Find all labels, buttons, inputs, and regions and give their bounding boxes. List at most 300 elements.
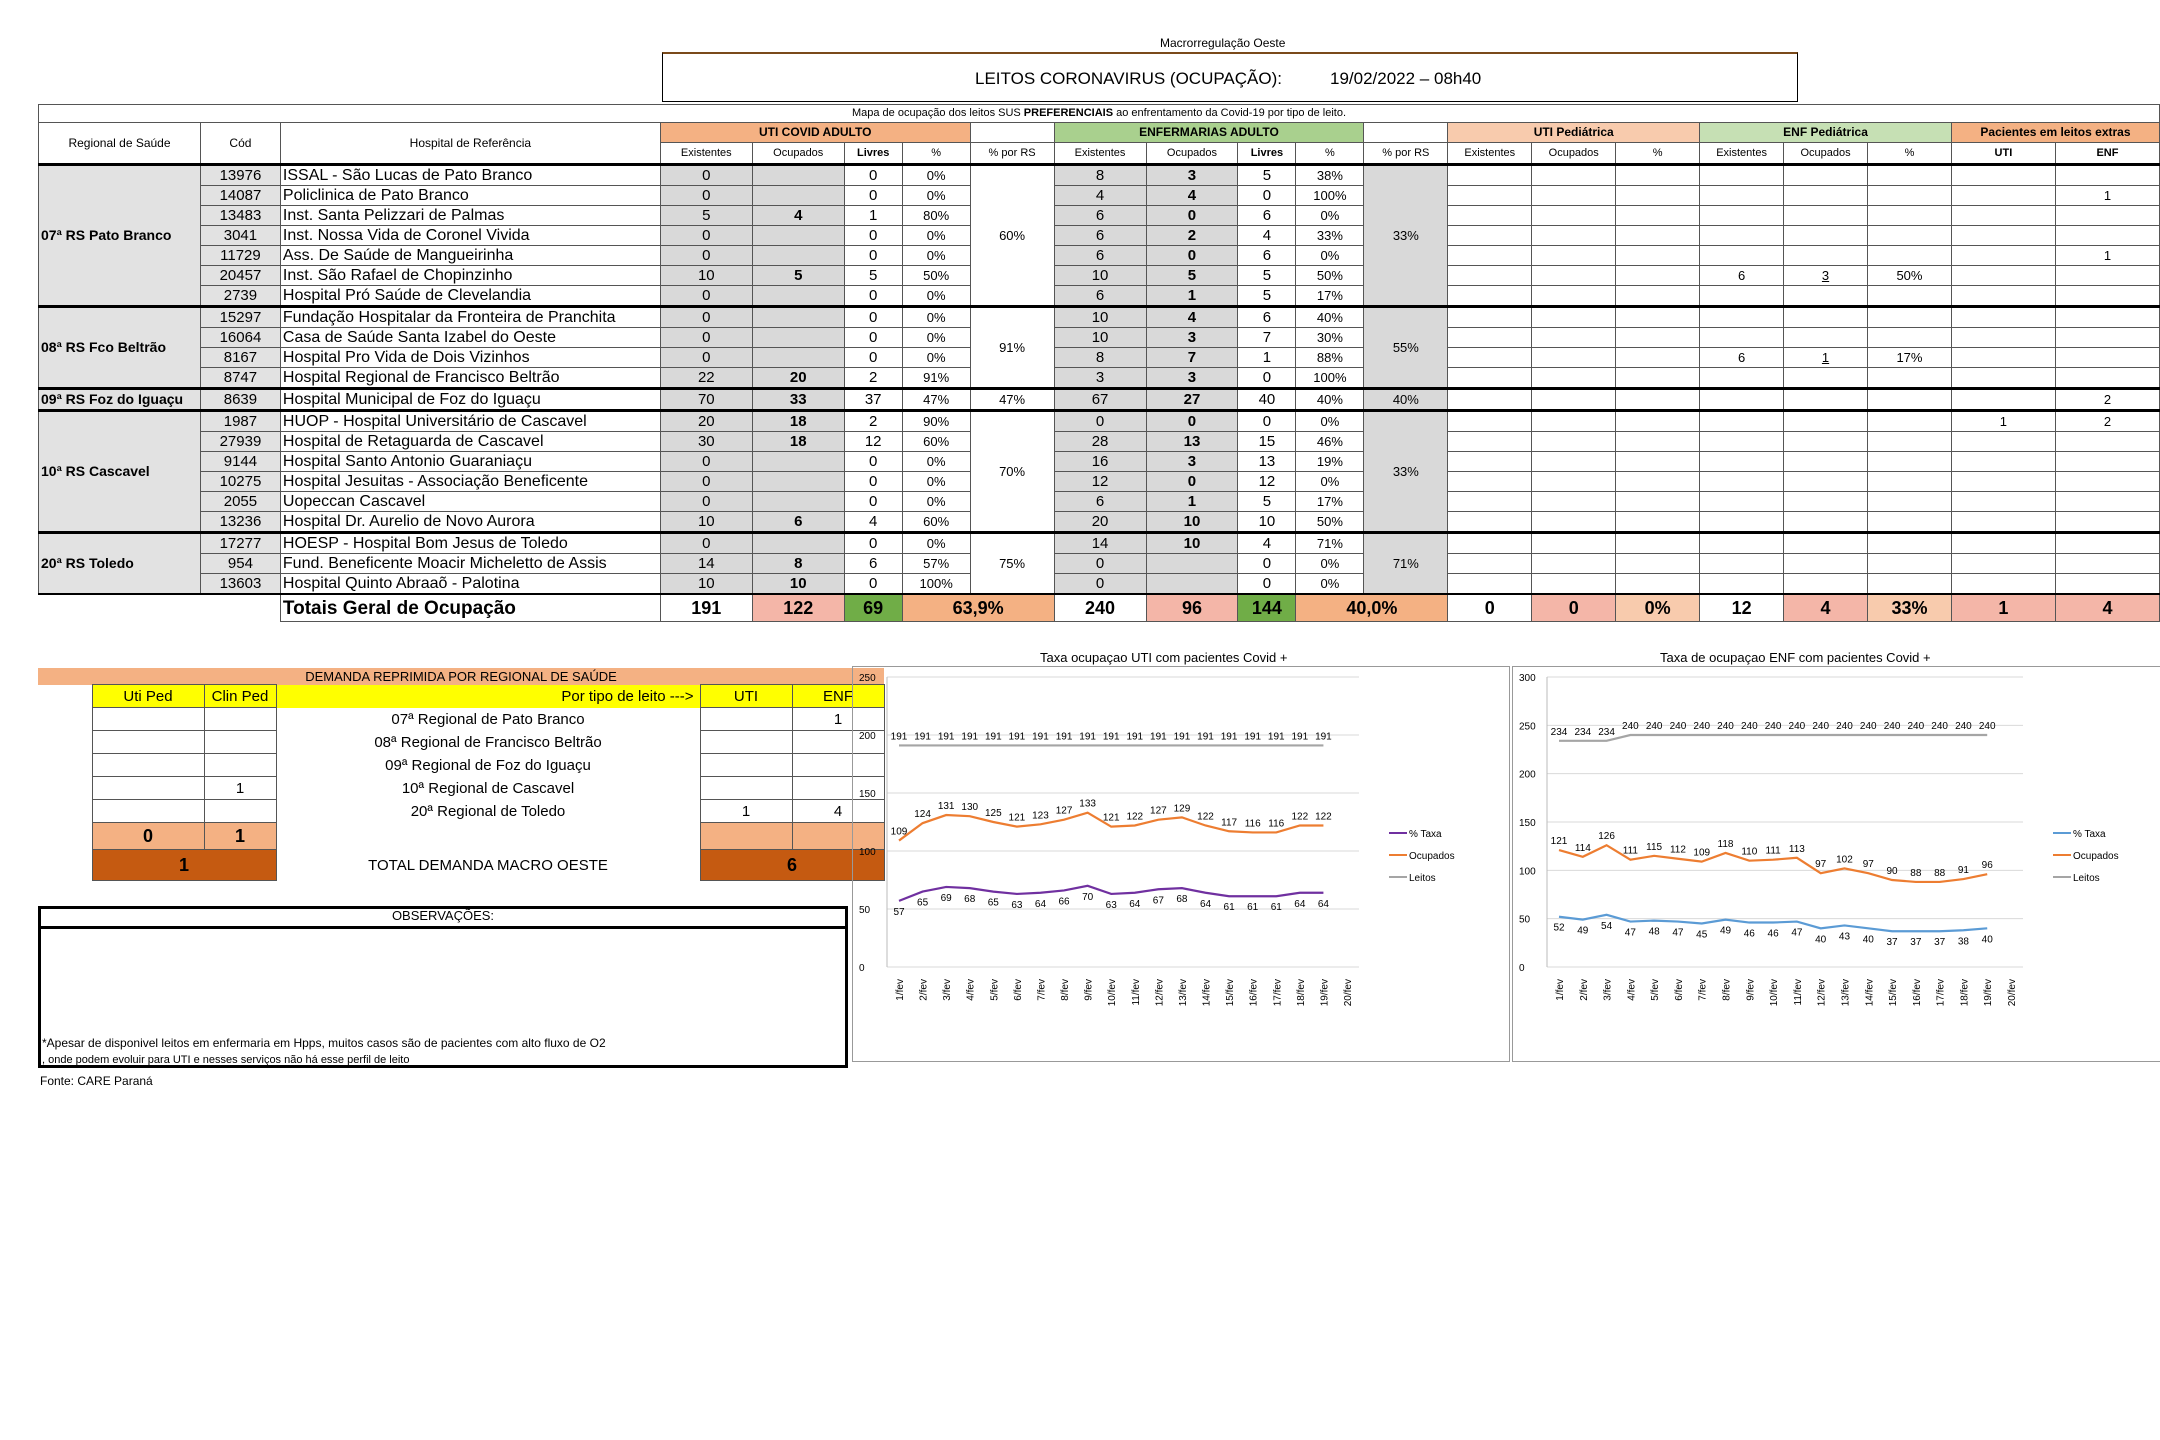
uti-ped-existentes-cell [1448,533,1532,554]
y-tick-label: 100 [1519,866,1536,878]
enf-ped-pct-cell [1868,186,1952,206]
data-label: 240 [1788,721,1806,732]
cod-cell: 27939 [200,432,280,452]
table-row [39,226,2160,246]
extra-uti-cell [1951,206,2055,226]
demand-blank [38,754,92,777]
hospital-cell: ISSAL - São Lucas de Pato Branco [280,165,660,186]
enf-pct-cell: 0% [1296,246,1364,266]
extra-enf-cell [2055,554,2159,574]
data-label: 122 [1315,811,1332,823]
uti-ocupados-cell [752,533,844,554]
uti-ped-ocupados-cell [1532,368,1616,389]
legend-label: Ocupados [1409,851,1455,862]
uti-ocupados-cell: 18 [752,411,844,432]
extra-uti-cell: 1 [1951,411,2055,432]
uti-ocupados-cell [752,286,844,307]
sub-pct: % [1296,143,1364,165]
enf-ped-existentes-cell [1700,307,1784,328]
y-tick-label: 0 [859,963,865,974]
enf-existentes-cell: 8 [1054,348,1146,368]
data-label: 121 [1008,812,1026,824]
enf-ocupados-cell: 5 [1146,266,1238,286]
data-label: 191 [1291,731,1309,743]
extra-uti-cell [1951,307,2055,328]
uti-existentes-cell: 5 [660,206,752,226]
data-label: 111 [1622,845,1638,857]
uti-ped-ocupados-cell [1532,411,1616,432]
data-label: 48 [1648,926,1660,938]
uti-pct-cell: 91% [902,368,970,389]
extra-enf-cell [2055,368,2159,389]
uti-pct-cell: 0% [902,533,970,554]
hospital-cell: HUOP - Hospital Universitário de Cascavel [280,411,660,432]
data-label: 122 [1291,811,1309,823]
uti-ocupados-cell [752,328,844,348]
data-label: 49 [1577,925,1589,937]
enf-ped-pct-cell [1868,452,1952,472]
hospital-cell: Inst. Santa Pelizzari de Palmas [280,206,660,226]
table-row [39,452,2160,472]
enf-ped-pct-cell [1868,411,1952,432]
uti-existentes-cell: 70 [660,389,752,411]
uti-livres-cell: 12 [844,432,902,452]
col-uti-ped: UTI Pediátrica [1448,123,1700,143]
enf-livres-cell: 6 [1238,246,1296,266]
enf-pct-rs-cell: 55% [1364,307,1448,389]
cod-cell: 1987 [200,411,280,432]
demand-row [38,800,884,823]
enf-pct-cell: 38% [1296,165,1364,186]
hospital-cell: Ass. De Saúde de Mangueirinha [280,246,660,266]
enf-livres-cell: 4 [1238,533,1296,554]
y-tick-label: 250 [859,673,876,684]
enf-ped-pct-cell [1868,472,1952,492]
extra-uti-cell [1951,348,2055,368]
x-tick-label: 12/fev [1154,979,1166,1007]
uti-livres-cell: 0 [844,328,902,348]
uti-ocupados-cell [752,307,844,328]
sub-livres: Livres [844,143,902,165]
x-tick-label: 18/fev [1295,979,1307,1007]
uti-ocupados-cell [752,165,844,186]
table-row [39,533,2160,554]
hospital-cell: Fundação Hospitalar da Fronteira de Pranchita [280,307,660,328]
y-tick-label: 50 [859,905,871,916]
y-tick-label: 150 [1519,818,1536,829]
data-label: 64 [1034,898,1047,910]
data-label: 69 [940,892,952,904]
data-label: 61 [1247,902,1259,914]
data-label: 46 [1743,928,1755,940]
enf-ped-existentes-cell [1700,226,1784,246]
data-label: 234 [1574,726,1592,738]
data-label: 45 [1696,929,1708,941]
enf-ocupados-cell: 3 [1146,328,1238,348]
enf-ocupados-cell: 0 [1146,206,1238,226]
regional-cell: 09ª RS Foz do Iguaçu [39,389,201,411]
data-label: 240 [1836,721,1853,732]
table-row [39,348,2160,368]
uti-ped-pct-cell [1616,368,1700,389]
data-label: 118 [1717,838,1734,850]
cod-cell: 10275 [200,472,280,492]
data-label: 191 [1055,731,1073,743]
uti-ped-existentes-cell [1448,432,1532,452]
uti-ped-ocupados-cell [1532,226,1616,246]
hospital-cell: Hospital Jesuitas - Associação Beneficente [280,472,660,492]
enf-livres-cell: 6 [1238,206,1296,226]
enf-ocupados-cell: 3 [1146,368,1238,389]
total-uti-ped-ocupados: 0 [1532,594,1616,622]
enf-existentes-cell: 3 [1054,368,1146,389]
data-label: 191 [1244,731,1262,743]
data-label: 240 [1764,721,1782,732]
enf-pct-rs-cell: 33% [1364,165,1448,307]
demand-uti-cell: 1 [700,800,792,823]
enf-pct-cell: 17% [1296,492,1364,512]
extra-enf-cell [2055,328,2159,348]
table-row [39,307,2160,328]
uti-pct-cell: 0% [902,307,970,328]
extra-enf-cell [2055,307,2159,328]
enf-ped-pct-cell [1868,492,1952,512]
uti-ped-pct-cell [1616,533,1700,554]
enf-existentes-cell: 0 [1054,554,1146,574]
data-label: 191 [914,731,931,743]
uti-ped-ocupados-cell [1532,186,1616,206]
demand-clin-ped-cell [204,708,276,731]
demand-uti-ped-cell [92,800,204,823]
extra-uti-cell [1951,574,2055,595]
extra-uti-cell [1951,533,2055,554]
enf-existentes-cell: 67 [1054,389,1146,411]
table-row [39,432,2160,452]
enf-ped-ocupados-cell [1784,286,1868,307]
report-date: 19/02/2022 – 08h40 [1330,69,1482,88]
enf-existentes-cell: 10 [1054,328,1146,348]
legend-label: % Taxa [2073,829,2106,840]
extra-enf-cell: 1 [2055,186,2159,206]
uti-livres-cell: 0 [844,574,902,595]
extra-uti-cell [1951,554,2055,574]
enf-livres-cell: 0 [1238,554,1296,574]
table-caption: Mapa de ocupação dos leitos SUS PREFERENCIAIS ao enfrentamento da Covid-19 por tipo de leito. [39,105,2160,123]
uti-ped-ocupados-cell [1532,452,1616,472]
demand-total-label: TOTAL DEMANDA MACRO OESTE [368,856,608,874]
data-label: 91 [1957,865,1969,877]
page-title: LEITOS CORONAVIRUS (OCUPAÇÃO): [975,69,1282,88]
enf-ped-pct-cell [1868,574,1952,595]
uti-ped-existentes-cell [1448,492,1532,512]
extra-uti-cell [1951,328,2055,348]
x-tick-label: 13/fev [1840,979,1852,1007]
enf-ped-pct-cell [1868,307,1952,328]
uti-ped-ocupados-cell [1532,307,1616,328]
cod-cell: 9144 [200,452,280,472]
total-extra-enf: 4 [2055,594,2159,622]
demand-title: DEMANDA REPRIMIDA POR REGIONAL DE SAÚDE [38,668,884,685]
uti-ped-existentes-cell [1448,574,1532,595]
data-label: 116 [1268,818,1285,830]
data-label: 191 [1079,731,1096,743]
enf-ocupados-cell: 0 [1146,472,1238,492]
extra-enf-cell [2055,533,2159,554]
cod-cell: 14087 [200,186,280,206]
data-label: 38 [1957,936,1969,948]
data-label: 121 [1102,812,1120,824]
x-tick-label: 4/fev [1626,979,1638,1001]
x-tick-label: 8/fev [1721,979,1733,1001]
data-label: 102 [1836,854,1853,866]
enf-pct-rs-cell: 40% [1364,389,1448,411]
uti-ped-existentes-cell [1448,368,1532,389]
total-uti-livres: 69 [844,594,902,622]
enf-pct-rs-cell: 71% [1364,533,1448,595]
uti-ped-ocupados-cell [1532,266,1616,286]
uti-pct-cell: 0% [902,348,970,368]
hospital-cell: Hospital Santo Antonio Guaraniaçu [280,452,660,472]
enf-ocupados-cell: 1 [1146,286,1238,307]
uti-ocupados-cell: 6 [752,512,844,533]
enf-ped-ocupados-cell [1784,574,1868,595]
hospital-cell: Hospital Regional de Francisco Beltrão [280,368,660,389]
uti-livres-cell: 1 [844,206,902,226]
data-label: 57 [893,906,905,918]
data-label: 97 [1862,859,1874,871]
enf-livres-cell: 0 [1238,368,1296,389]
demand-regional-label: 07ª Regional de Pato Branco [391,710,585,728]
data-label: 40 [1981,934,1993,946]
total-enf-ped-existentes: 12 [1700,594,1784,622]
col-regional: Regional de Saúde [39,123,201,165]
data-label: 64 [1317,898,1329,910]
hospital-cell: Hospital de Retaguarda de Cascavel [280,432,660,452]
enf-ocupados-cell: 10 [1146,533,1238,554]
data-label: 43 [1838,931,1851,943]
demand-uti-cell [700,708,792,731]
enf-livres-cell: 10 [1238,512,1296,533]
enf-pct-cell: 0% [1296,554,1364,574]
sub-ocupados: Ocupados [1784,143,1868,165]
enf-ped-existentes-cell [1700,206,1784,226]
enf-ped-pct-cell [1868,246,1952,266]
data-label: 240 [1693,721,1711,732]
uti-existentes-cell: 10 [660,574,752,595]
demand-total-ped: 1 [92,850,276,881]
demand-blank [276,823,700,850]
x-tick-label: 16/fev [1911,979,1923,1007]
uti-ped-pct-cell [1616,472,1700,492]
enf-ocupados-cell: 1 [1146,492,1238,512]
data-label: 122 [1126,811,1144,823]
occupancy-table [38,104,2160,622]
table-row [39,411,2160,432]
note-line-1: *Apesar de disponivel leitos em enfermaria em Hpps, muitos casos são de pacientes com alto fluxo de O2 [42,1036,606,1050]
col-enf-adulto: ENFERMARIAS ADULTO [1054,123,1364,143]
uti-existentes-cell: 10 [660,512,752,533]
cod-cell: 8167 [200,348,280,368]
data-label: 49 [1719,925,1732,937]
uti-existentes-cell: 10 [660,266,752,286]
enf-existentes-cell: 6 [1054,206,1146,226]
demand-uti-cell [700,754,792,777]
table-row [39,266,2160,286]
enf-pct-cell: 0% [1296,411,1364,432]
table-row [39,246,2160,266]
y-tick-label: 200 [859,731,876,742]
uti-ped-existentes-cell [1448,452,1532,472]
enf-ocupados-cell [1146,554,1238,574]
sub-ocupados: Ocupados [1532,143,1616,165]
legend-label: Leitos [2073,873,2100,884]
enf-ped-ocupados-cell [1784,307,1868,328]
col-uti-ped: Uti Ped [92,685,204,708]
data-label: 37 [1910,937,1922,949]
enf-ocupados-cell: 27 [1146,389,1238,411]
enf-ped-ocupados-cell [1784,246,1868,266]
demand-clin-ped-cell: 1 [204,777,276,800]
enf-ped-pct-cell [1868,389,1952,411]
data-label: 191 [1173,731,1191,743]
regional-cell: 20ª RS Toledo [39,533,201,595]
demand-uti-ped-cell [92,708,204,731]
demand-regional-label: 20ª Regional de Toledo [410,802,566,820]
cod-cell: 954 [200,554,280,574]
enf-existentes-cell: 14 [1054,533,1146,554]
data-label: 112 [1669,844,1686,856]
uti-ped-pct-cell [1616,492,1700,512]
uti-pct-cell: 0% [902,286,970,307]
uti-ped-ocupados-cell [1532,328,1616,348]
y-tick-label: 300 [1519,673,1536,684]
sub-enf: ENF [2055,143,2159,165]
uti-pct-cell: 57% [902,554,970,574]
enf-livres-cell: 0 [1238,411,1296,432]
x-tick-label: 7/fev [1036,979,1048,1001]
data-label: 40 [1862,934,1874,946]
data-label: 88 [1910,867,1922,879]
data-label: 40 [1815,934,1827,946]
extra-enf-cell [2055,165,2159,186]
uti-livres-cell: 4 [844,512,902,533]
enf-existentes-cell: 10 [1054,307,1146,328]
uti-occupancy-chart [853,667,1509,1061]
enf-ocupados-cell: 0 [1146,411,1238,432]
total-enf-ped-ocupados: 4 [1784,594,1868,622]
data-label: 131 [937,801,955,813]
uti-ocupados-cell: 33 [752,389,844,411]
demand-clin-ped-cell [204,731,276,754]
uti-existentes-cell: 0 [660,472,752,492]
uti-pct-cell: 60% [902,432,970,452]
enf-ocupados-cell: 7 [1146,348,1238,368]
data-label: 240 [1669,721,1687,732]
data-label: 191 [1102,731,1120,743]
uti-ped-ocupados-cell [1532,512,1616,533]
enf-ped-ocupados-cell [1784,452,1868,472]
x-tick-label: 3/fev [942,979,954,1001]
demand-blank [38,777,92,800]
uti-livres-cell: 0 [844,286,902,307]
enf-existentes-cell: 10 [1054,266,1146,286]
sub-pct-rs: % por RS [970,143,1054,165]
uti-ocupados-cell: 18 [752,432,844,452]
x-tick-label: 2/fev [918,979,930,1001]
demand-row [38,754,884,777]
enf-ped-pct-cell: 17% [1868,348,1952,368]
enf-livres-cell: 0 [1238,574,1296,595]
uti-livres-cell: 0 [844,186,902,206]
x-tick-label: 10/fev [1107,979,1119,1007]
enf-existentes-cell: 6 [1054,492,1146,512]
hospital-cell: HOESP - Hospital Bom Jesus de Toledo [280,533,660,554]
cod-cell: 15297 [200,307,280,328]
enf-pct-cell: 17% [1296,286,1364,307]
enf-ocupados-cell: 10 [1146,512,1238,533]
hospital-cell: Hospital Quinto Abraaõ - Palotina [280,574,660,595]
enf-livres-cell: 40 [1238,389,1296,411]
data-label: 37 [1934,937,1946,949]
data-label: 133 [1079,798,1096,810]
enf-ocupados-cell: 3 [1146,165,1238,186]
uti-ped-ocupados-cell [1532,348,1616,368]
table-row [39,368,2160,389]
x-tick-label: 18/fev [1959,979,1971,1007]
uti-ped-ocupados-cell [1532,206,1616,226]
x-tick-label: 17/fev [1272,979,1284,1007]
demand-blank [38,850,92,881]
table-row [39,574,2160,595]
uti-livres-cell: 0 [844,226,902,246]
uti-chart-frame [852,666,1510,1062]
enf-pct-cell: 88% [1296,348,1364,368]
uti-ped-pct-cell [1616,328,1700,348]
enf-existentes-cell: 8 [1054,165,1146,186]
x-tick-label: 11/fev [1130,979,1142,1006]
col-hospital: Hospital de Referência [280,123,660,165]
uti-livres-cell: 5 [844,266,902,286]
cod-cell: 13236 [200,512,280,533]
uti-pct-cell: 0% [902,246,970,266]
data-label: 61 [1270,902,1282,914]
y-tick-label: 100 [859,847,876,858]
total-extra-uti: 1 [1951,594,2055,622]
uti-pct-cell: 80% [902,206,970,226]
data-label: 240 [1812,721,1830,732]
demand-row [38,731,884,754]
total-enf-livres: 144 [1238,594,1296,622]
data-label: 111 [1765,845,1781,857]
uti-pct-cell: 0% [902,492,970,512]
data-label: 121 [1550,836,1568,848]
extra-enf-cell [2055,574,2159,595]
uti-ped-existentes-cell [1448,554,1532,574]
data-label: 127 [1055,805,1073,817]
enf-ocupados-cell: 4 [1146,186,1238,206]
hospital-cell: Casa de Saúde Santa Izabel do Oeste [280,328,660,348]
x-tick-label: 9/fev [1083,979,1095,1001]
enf-ped-pct-cell [1868,286,1952,307]
demand-uti-ped-cell [92,731,204,754]
x-tick-label: 14/fev [1864,979,1876,1007]
enf-ped-existentes-cell [1700,472,1784,492]
uti-ped-ocupados-cell [1532,246,1616,266]
uti-ocupados-cell: 4 [752,206,844,226]
enf-pct-rs-cell: 33% [1364,411,1448,533]
uti-ocupados-cell [752,472,844,492]
uti-ped-ocupados-cell [1532,389,1616,411]
